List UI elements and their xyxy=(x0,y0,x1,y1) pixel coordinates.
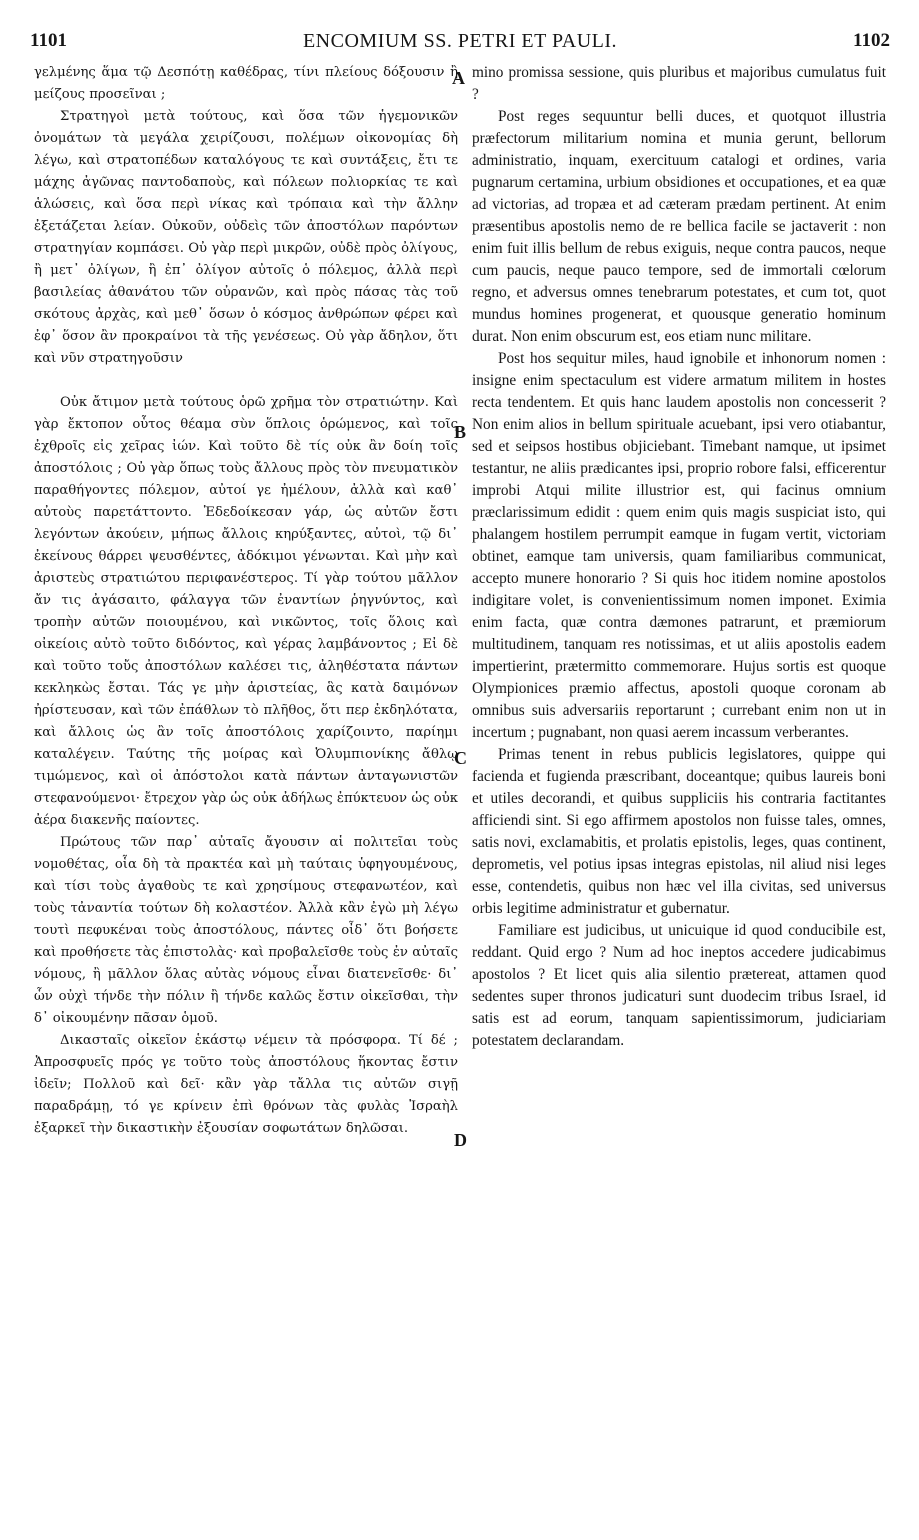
greek-column xyxy=(34,62,458,1140)
latin-paragraph: Familiare est judicibus, ut unicuique id quod conducibile est, reddant. Quid ergo ? Num ad hoc ineptos accedere judicabimus apostolos ? Et licet quis alia silentio prætereat, attamen quod sedentes super thronos judicaturi sunt duodecim tribus Israel, id satis est ad eorum, tanquam sapientissimorum, judiciariam potestatem declarandam. xyxy=(472,922,886,1049)
greek-paragraph: Δικασταῖς οἰκεῖον ἑκάστῳ νέμειν τὰ πρόσφορα. Τί δέ ; Ἀπροσφυεῖς πρός γε τοῦτο τοὺς ἀποστόλους ἥκοντας ἔστιν ἰδεῖν; Πολλοῦ καὶ δεῖ· κἂν γὰρ τἄλλα τις αὐτῶν σιγῇ παραδράμῃ, τό γε κρίνειν ἐπὶ θρόνων τὰς φυλὰς Ἰσραὴλ ἐξαρκεῖ τὴν δικαστικὴν ἐξουσίαν σοφωτάτων δηλῶσαι. xyxy=(34,1033,458,1136)
latin-paragraph: Post hos sequitur miles, haud ignobile et inhonorum nomen : insigne enim spectaculum est videre armatum militem in hostes recta tendentem. Et quis hanc laudem apostolis non concesserit ? Non enim alios in bellum spirituale acuebant, ipsi vero otiabantur, sed et seipsos hostibus objiciebant. Timebant namque, ut ipsimet testantur, ne aliis prædicantes ipsi, proprio robore falsi, efficerentur improbi Atqui milite illustrior est, qui facinus omnium præclarissimum edidit : quem enim quis magis suspiciat isto, qui phalangem hostilem perrumpit eamque in fugam vertit, victoriam obtinet, eamque tam universis, quam familiaribus communicat, accepto munere honorario ? Si quis hoc itidem nomine apostolos indigitare volet, is convenientissimum nomen imponet. Eximia enim facta, quæ contra dæmones patrarunt, et præmiorum multitudinem, tanquam res notissimas, et ut aliis apostolis eadem impertierint, prætermitto commemorare. Hujus sortis est quoque Olympionices præmio affectus, apostoli quoque coronam ab omnibus suis adversariis reportarunt ; currebant enim non ut in incertum ; pugnabant, non quasi aerem incassum verberantes. xyxy=(472,350,886,741)
latin-column xyxy=(472,62,886,1052)
latin-paragraph: Primas tenent in rebus publicis legislatores, quippe qui facienda et fugienda præscribant, doceantque; quibus laureis boni et utiles decorandi, et quibus suppliciis his contraria factitantes afficiendi sint. Si ego affirmem apostolos non fuisse tales, omnes, satis novi, exclamabitis, et prolatis epistolis, leges, quas continent, deprometis, vel potius ipsas integras epistolas, nil aliud nisi leges esse, contendetis, quibus non hæc vel illa civitas, sed universus orbis legitime administratur et gubernatur. xyxy=(472,746,886,917)
paragraph-gap xyxy=(34,370,458,392)
margin-marker-b: B xyxy=(454,422,467,442)
running-header xyxy=(30,30,890,60)
latin-paragraph: mino promissa sessione, quis pluribus et majoribus cumulatus fuit ? xyxy=(472,64,886,103)
page-number-right: 1102 xyxy=(853,30,890,51)
margin-marker-d: D xyxy=(454,1130,467,1150)
greek-paragraph: Στρατηγοὶ μετὰ τούτους, καὶ ὅσα τῶν ἡγεμονικῶν ὀνομάτων τὰ μεγάλα χειρίζουσι, πολέμων οἰκονομίας δὴ λέγω, καὶ στρατοπέδων καταλόγους τε καὶ συντάξεις, ἔτι τε μάχης ἀγῶνας παντοδαποὺς, καὶ πόλεων πολιορκίας τε καὶ ἁλώσεις, καὶ ὅσα περὶ νίκας καὶ τρόπαια καὶ τὴν ἄλλην ἐξετάζεται λείαν. Οὐκοῦν, οὐδεὶς τῶν ἀποστόλων παρόντων στρατηγίαν κομπάσει. Οὐ γὰρ περὶ μικρῶν, οὐδὲ πρὸς ὀλίγους, ἢ μετ᾽ ὀλίγων, ἢ ἐπ᾽ ὀλίγον αὐτοῖς ὁ πόλεμος, ἀλλὰ περὶ βασιλείας ἀθανάτου τῶν οὐρανῶν, καὶ πρὸς πάσας τὰς τοῦ σκότους ἀρχὰς, καὶ μεθ᾽ ὅσων ὁ κόσμος ἀνθρώπων φέρει καὶ ἐφ᾽ ὅσον ἂν προκραίνοι τὰ τῆς γενέσεως. Οὐ γὰρ ἄδηλον, ὅτι καὶ νῦν στρατηγοῦσιν xyxy=(34,109,458,366)
greek-paragraph: Οὐκ ἄτιμον μετὰ τούτους ὁρῶ χρῆμα τὸν στρατιώτην. Καὶ γὰρ ἔκτοπον οὗτος θέαμα σὺν ὅπλοις ὁρώμενος, καὶ τοῖς ἐχθροῖς εἰς χεῖρας ἰών. Καὶ τοῦτο δὲ τίς οὐκ ἂν δοίη τοῖς ἀποστόλοις ; Οὐ γὰρ ὅπως τοὺς ἄλλους πρὸς τὸν πνευματικὸν παραθήγοντες πόλεμον, αὐτοί γε ἠμέλουν, ἀλλὰ καὶ καθ᾽ αὐτοὺς παρετάττοντο. Ἐδεδοίκεσαν γάρ, ὡς αὐτῶν ἔστι λεγόντων ἀκούειν, μήπως ἄλλοις κηρύξαντες, αὐτοὶ, τῷ δι᾽ ἐκείνους θάρρει ψευσθέντες, ἀδόκιμοι γένωνται. Καὶ μὴν καὶ ἀριστεὺς στρατιώτου περιφανέστερος. Τί γὰρ τούτου μᾶλλον ἄν τις ἀγάσαιτο, φάλαγγα τῶν ἐναντίων ῥηγνύντος, καὶ τροπὴν αὐτῶν ποιουμένου, καὶ νικῶντος, τοῖς ὅλοις καὶ οἰκείοις αὐτὸ τοῦτο διδόντος, καὶ γέρας λαμβάνοντος ; Εἰ δὲ καὶ τοῦτο τοὔς ἀποστόλων καλέσει τις, ἀληθέστατα πάντων κεκληκὼς ἔσται. Τάς γε μὴν ἀριστείας, ἃς κατὰ δαιμόνων ἠρίστευσαν, καὶ τῶν ἐπάθλων τὸ πλῆθος, ὅτι περ ἐκδηλότατα, καὶ ἄλλοις ὡς ἂν τοῖς ἀποστόλοις χαρίζοιντο, παρίημι καταλέγειν. Ταύτης τῆς μοίρας καὶ Ὀλυμπιονίκης ἄθλῳ τιμώμενος, καὶ οἱ ἀπόστολοι κατὰ πάντων ἀνταγωνιστῶν στεφανούμενοι· ἔτρεχον γὰρ ὡς οὐκ ἀδήλως ἐπύκτευον ὡς οὐκ ἀέρα διακενῆς παίοντες. xyxy=(34,395,458,828)
margin-marker-c: C xyxy=(454,748,467,768)
running-title: ENCOMIUM SS. PETRI ET PAULI. xyxy=(302,30,618,52)
margin-marker-a: A xyxy=(452,68,465,88)
latin-paragraph: Post reges sequuntur belli duces, et quotquot illustria præfectorum militarium nomina et munia gerunt, bellorum administratio, inquam, exercituum catalogi et ordines, varia pugnarum certamina, urbium obsidiones et occupationes, et ea quæ ad victorias, ad tropæa et ad cæteram prædam pertinent. At enim præsentibus apostolis nemo de re bellica facile se jactaverit : non enim fuit illis bellum de rebus exiguis, neque contra paucos, neque cum paucis, neque pauco tempore, sed de immortali cœlorum regno, et adversus omnes tenebrarum potestates, et cum tot, quot mundus homines progenerat, et quousque generatio hominum durat. Non enim obscurum est, eos etiam nunc militare. xyxy=(472,108,886,345)
page-number-left: 1101 xyxy=(30,30,67,51)
greek-paragraph: γελμένης ἅμα τῷ Δεσπότῃ καθέδρας, τίνι πλείους δόξουσιν ἢ μείζους προσεῖναι ; xyxy=(34,65,458,102)
greek-paragraph: Πρώτους τῶν παρ᾽ αὐταῖς ἄγουσιν αἱ πολιτεῖαι τοὺς νομοθέτας, οἷα δὴ τὰ πρακτέα καὶ μὴ ταύταις ὑφηγουμένους, καὶ τίσι τοὺς ἀγαθοὺς τε καὶ χρησίμους στεφανωτέον, καὶ τοὺς τἀναντία τούτων δὴ κολαστέον. Ἀλλὰ κἂν ἐγὼ μὴ λέγω τουτὶ πεφυκέναι τοὺς ἀποστόλους, πάντες οἶδ᾽ ὅτι βοήσετε καὶ προθήσετε τὰς ἐπιστολὰς· καὶ προβαλεῖσθε τοὺς ἐν αὐταῖς νόμους, ἢ μᾶλλον ὅλας αὐτὰς νόμους εἶναι διατενεῖσθε· δι᾽ ὧν οὐχὶ τήνδε τὴν πόλιν ἢ τήνδε καλῶς ἔστιν οἰκεῖσθαι, τὴν δ᾽ οἰκουμένην πᾶσαν ὁμοῦ. xyxy=(34,835,458,1026)
